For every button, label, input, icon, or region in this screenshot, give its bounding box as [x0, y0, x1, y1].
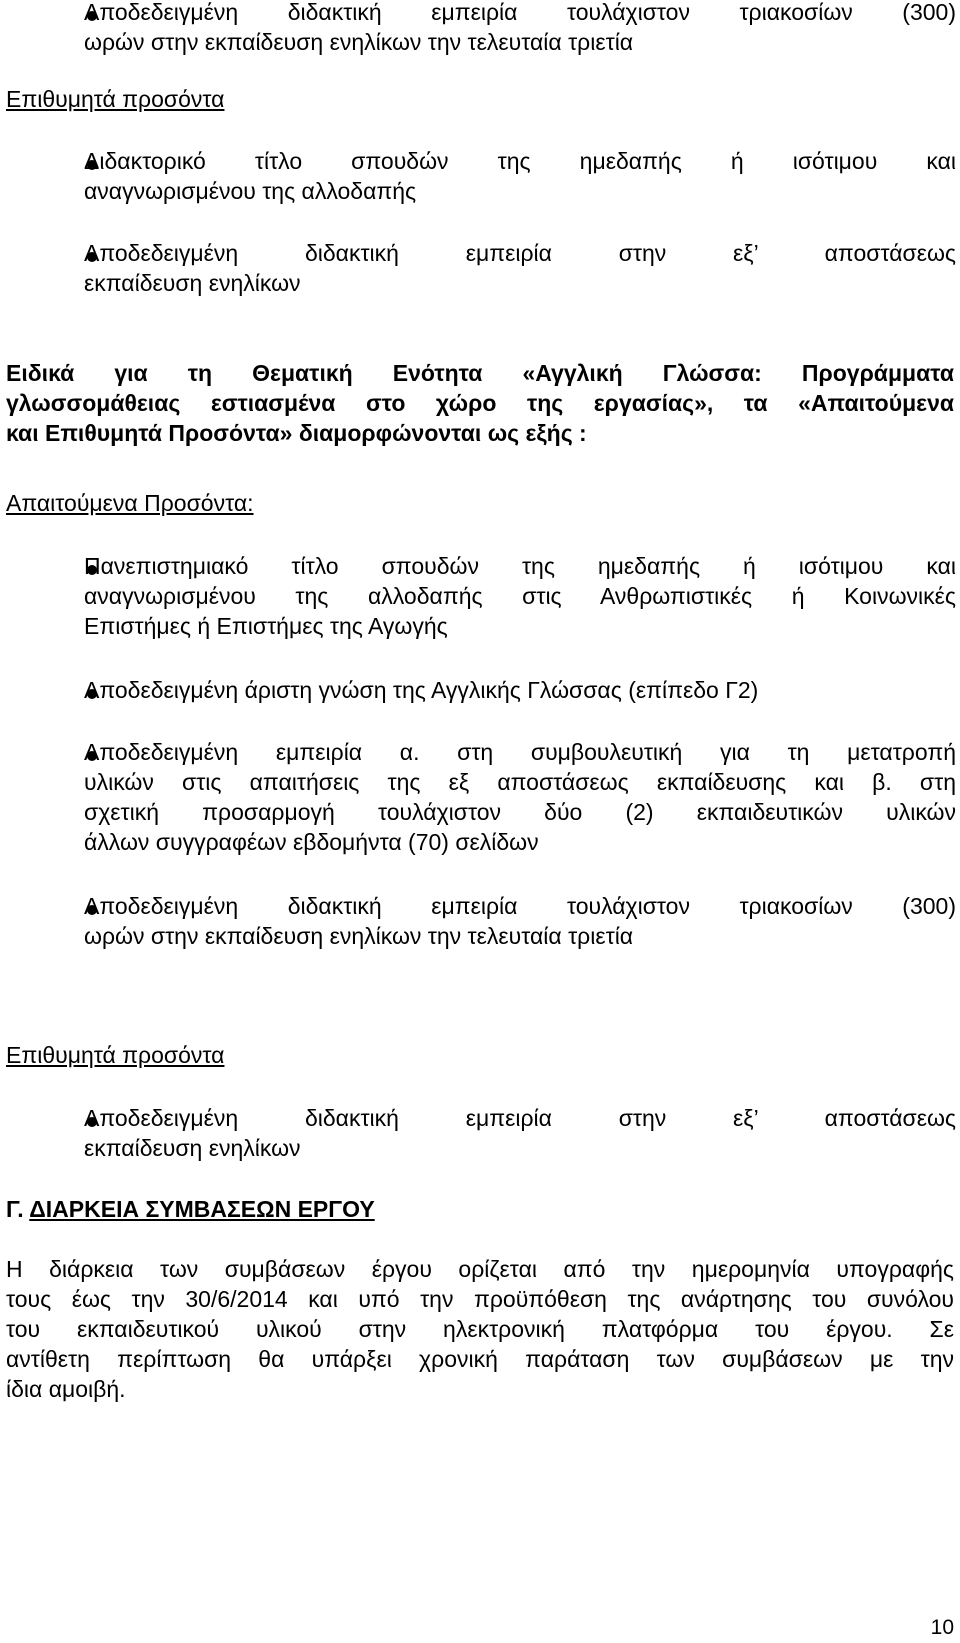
- paragraph-line: Η διάρκεια των συμβάσεων έργου ορίζεται από την ημερομηνία υπογραφής: [6, 1256, 954, 1282]
- list-item: [84, 891, 956, 951]
- paragraph-line: του εκπαιδευτικού υλικού στην ηλεκτρονική πλατφόρμα του έργου. Σε: [6, 1316, 954, 1342]
- item-line: Αποδεδειγμένη διδακτική εμπειρία τουλάχιστον τριακοσίων (300): [84, 893, 956, 919]
- section-heading: Επιθυμητά προσόντα: [6, 86, 225, 112]
- item-line: Αποδεδειγμένη διδακτική εμπειρία στην εξ’ αποστάσεως: [84, 240, 956, 266]
- paragraph-line: αντίθετη περίπτωση θα υπάρξει χρονική παράταση των συμβάσεων με την: [6, 1346, 954, 1372]
- item-line: εκπαίδευση ενηλίκων: [84, 1135, 301, 1161]
- item-line: Αποδεδειγμένη άριστη γνώση της Αγγλικής Γλώσσας (επίπεδο Γ2): [84, 677, 759, 703]
- list-item: [84, 675, 956, 705]
- paragraph-line: Ειδικά για τη Θεματική Ενότητα «Αγγλική Γλώσσα: Προγράμματα: [6, 360, 954, 386]
- item-line: Αποδεδειγμένη διδακτική εμπειρία τουλάχιστον τριακοσίων (300): [84, 0, 956, 25]
- paragraph-line: ίδια αμοιβή.: [6, 1376, 126, 1402]
- list-item: [84, 737, 956, 857]
- item-line: άλλων συγγραφέων εβδομήντα (70) σελίδων: [84, 829, 539, 855]
- list-item: [84, 1103, 956, 1163]
- item-line: σχετική προσαρμογή τουλάχιστον δύο (2) εκπαιδευτικών υλικών: [84, 799, 956, 825]
- item-line: Αποδεδειγμένη διδακτική εμπειρία στην εξ’ αποστάσεως: [84, 1105, 956, 1131]
- item-line: Διδακτορικό τίτλο σπουδών της ημεδαπής ή ισότιμου και: [84, 148, 956, 174]
- item-line: εκπαίδευση ενηλίκων: [84, 270, 301, 296]
- section-c-prefix: Γ.: [6, 1196, 24, 1222]
- item-line: υλικών στις απαιτήσεις της εξ αποστάσεως εκπαίδευσης και β. στη: [84, 769, 956, 795]
- special-paragraph: [6, 358, 954, 448]
- list-item: [84, 551, 956, 641]
- list-item: [84, 146, 956, 206]
- item-line: Πανεπιστημιακό τίτλο σπουδών της ημεδαπής ή ισότιμου και: [84, 553, 956, 579]
- list-item: [84, 0, 956, 57]
- paragraph-line: και Επιθυμητά Προσόντα» διαμορφώνονται ως εξής :: [6, 420, 587, 446]
- item-line: Επιστήμες ή Επιστήμες της Αγωγής: [84, 613, 448, 639]
- item-line: Αποδεδειγμένη εμπειρία α. στη συμβουλευτική για τη μετατροπή: [84, 739, 956, 765]
- section-heading: Απαιτούμενα Προσόντα:: [6, 490, 254, 516]
- section-c-heading: [6, 1194, 954, 1224]
- item-line: ωρών στην εκπαίδευση ενηλίκων την τελευταία τριετία: [84, 29, 634, 55]
- page-number: 10: [930, 1616, 954, 1639]
- paragraph-line: γλωσσομάθειας εστιασμένα στο χώρο της εργασίας», τα «Απαιτούμενα: [6, 390, 954, 416]
- item-line: αναγνωρισμένου της αλλοδαπής: [84, 178, 417, 204]
- section-heading: Επιθυμητά προσόντα: [6, 1042, 225, 1068]
- item-line: ωρών στην εκπαίδευση ενηλίκων την τελευταία τριετία: [84, 923, 634, 949]
- item-line: αναγνωρισμένου της αλλοδαπής στις Ανθρωπιστικές ή Κοινωνικές: [84, 583, 956, 609]
- list-item: [84, 238, 956, 298]
- duration-paragraph: [6, 1254, 954, 1404]
- paragraph-line: τους έως την 30/6/2014 και υπό την προϋπόθεση της ανάρτησης του συνόλου: [6, 1286, 954, 1312]
- section-c-title: ΔΙΑΡΚΕΙΑ ΣΥΜΒΑΣΕΩΝ ΕΡΓΟΥ: [29, 1196, 375, 1222]
